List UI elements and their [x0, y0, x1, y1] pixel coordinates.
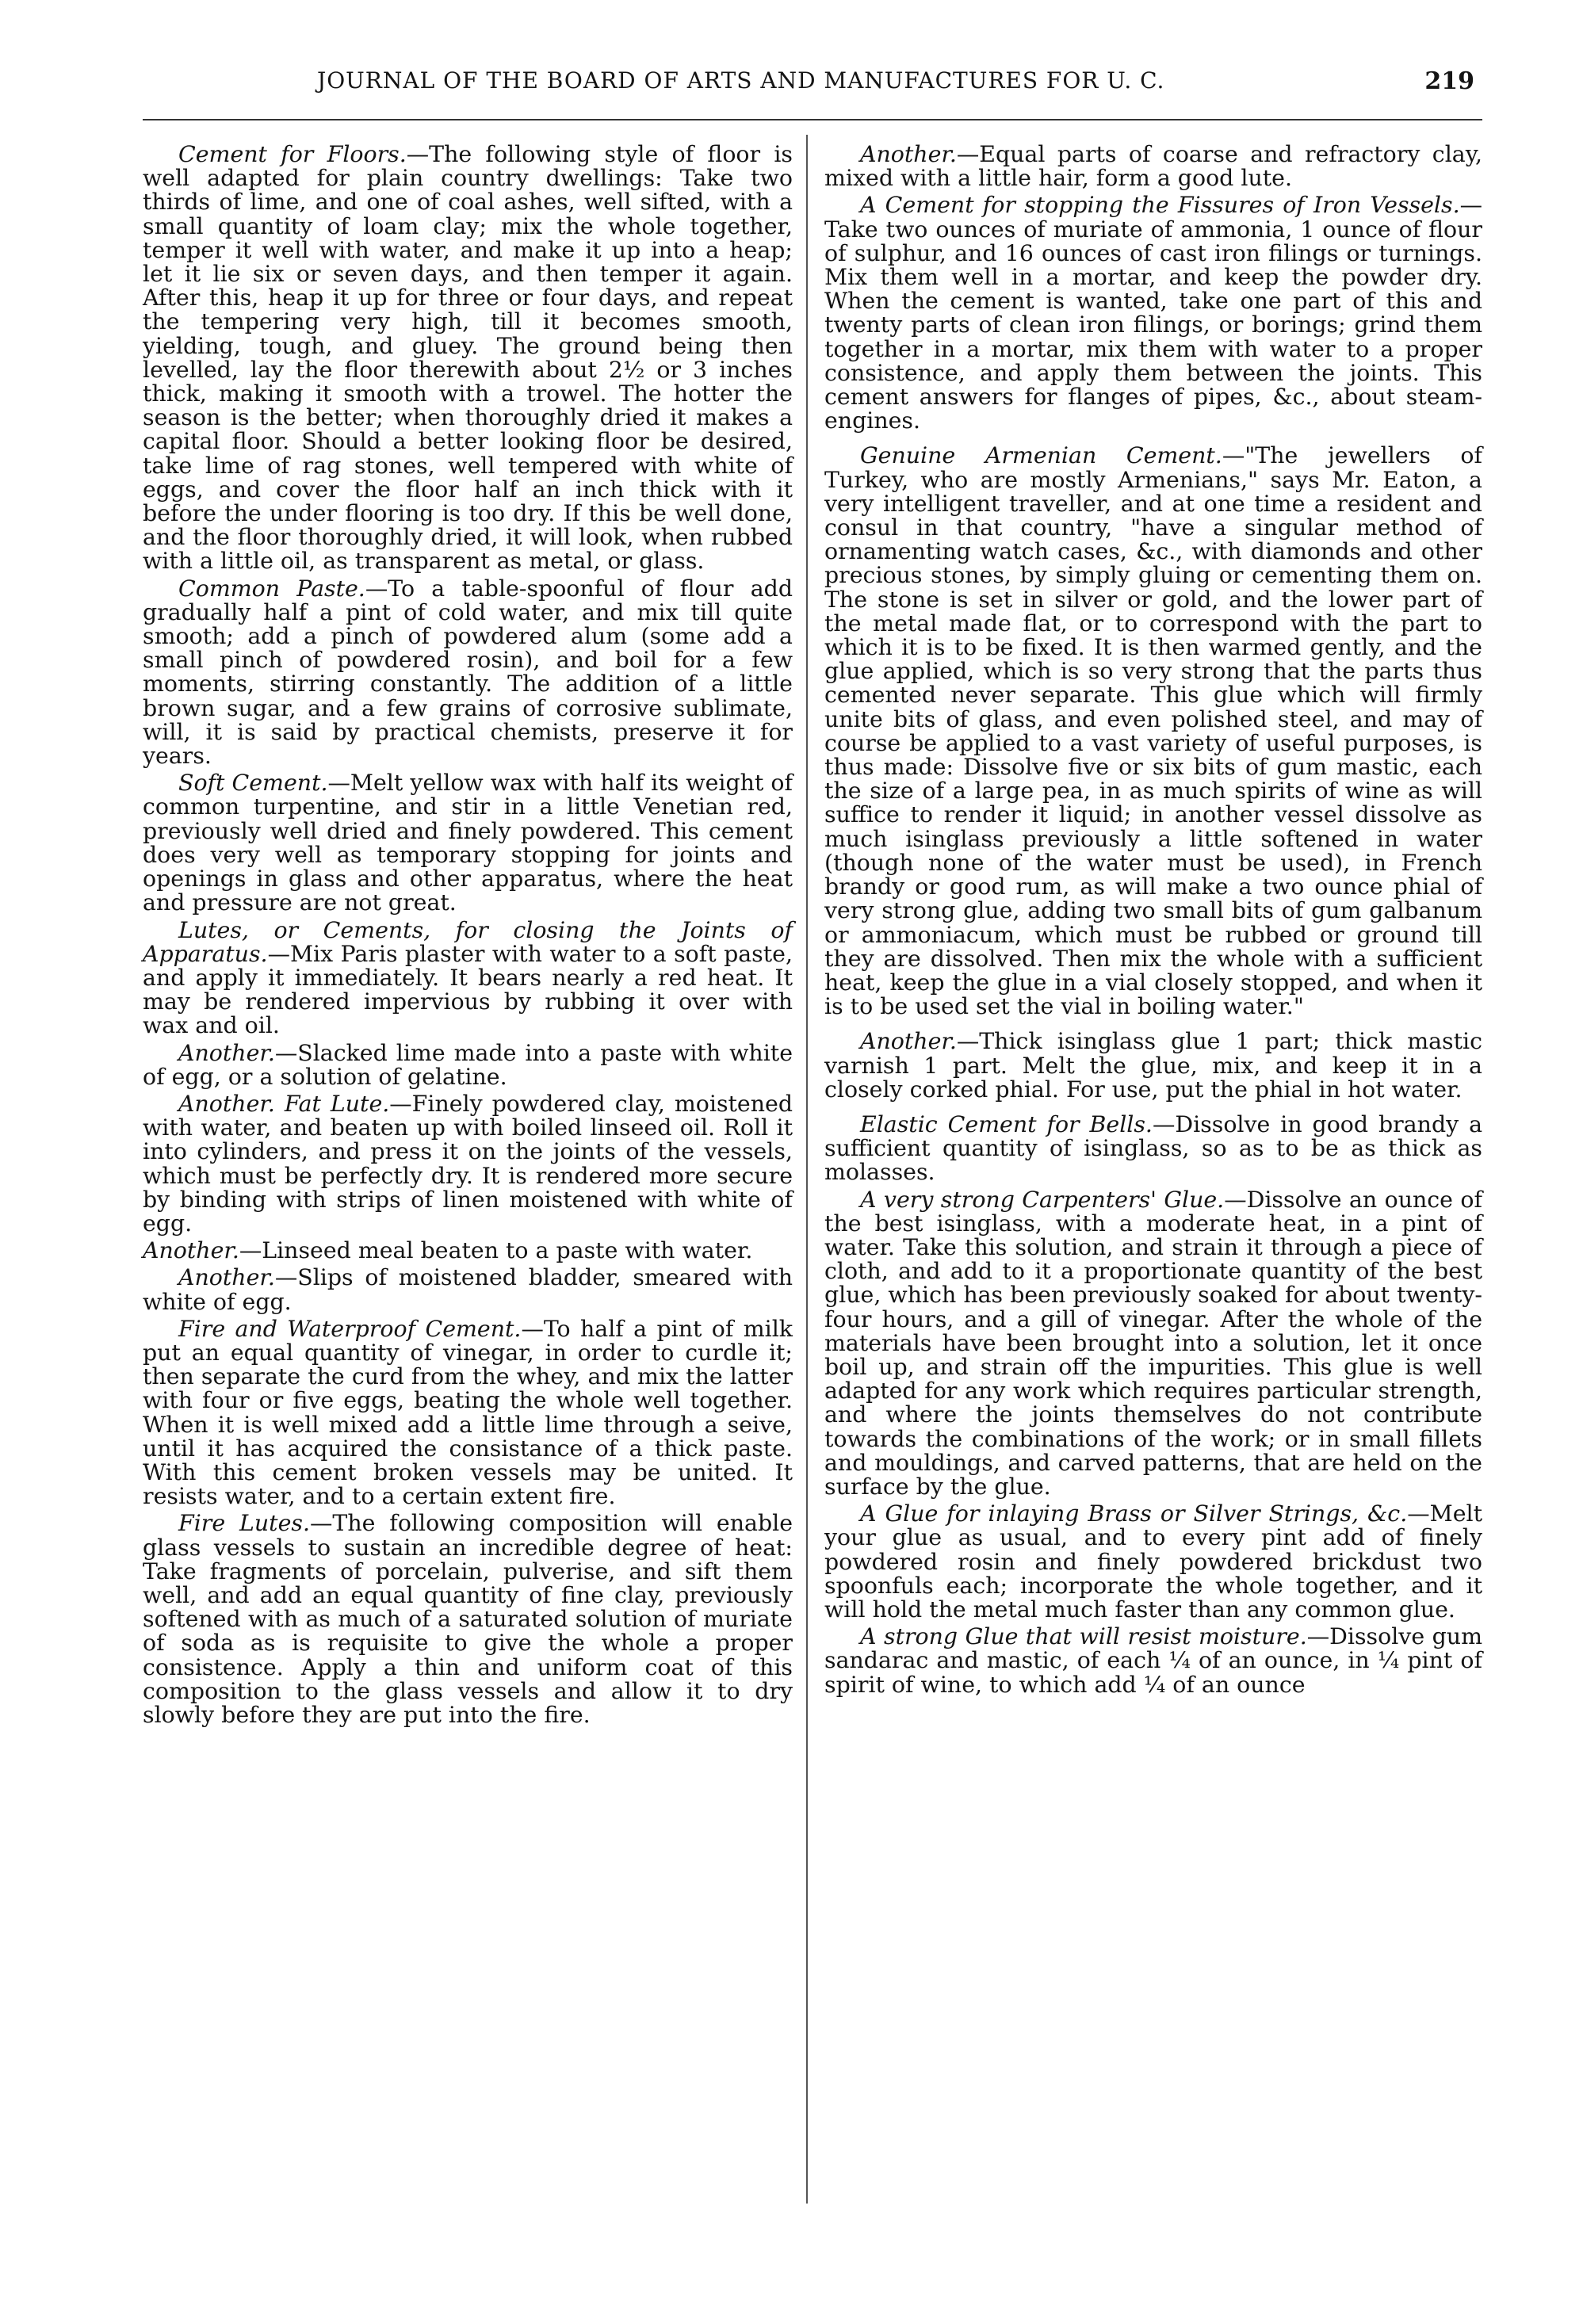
paragraph [824, 1625, 1482, 1697]
paragraph [143, 916, 793, 1039]
paragraph-title: Another. [860, 1028, 957, 1055]
paragraph [824, 193, 1482, 433]
paragraph [824, 1188, 1482, 1500]
right-column [824, 143, 1482, 1700]
paragraph-text: —Mix Paris plaster with water to a soft paste, and apply it immediately. It bears nearly a red heat. It may be rendered impervious by rubbing it over with wax and oil. [143, 940, 793, 1039]
paragraph-title: Fire and Waterproof Cement. [178, 1315, 522, 1342]
paragraph-text: —"The jewellers of Turkey, who are mostly Armenians," says Mr. Eaton, a very intelligent traveller, and at one time a resident and consul in that country, "have a singular method of ornamenting watch cases, &c., with diamonds and other precious stones, by simply gluing or cementing them on. The stone is set in silver or gold, and the lower part of the metal made flat, or to correspond with the part to which it is to be fixed. It is then warmed gently, and the glue applied, which is so very strong that the parts thus cemented never separate. This glue which will firmly unite bits of glass, and even polished steel, and may of course be applied to a vast variety of useful purposes, is thus made: Dissolve five or six bits of gum mastic, each the size of a large pea, in as much spirits of wine as will suffice to render it liquid; in another vessel dissolve as much isinglass previously a little softened in water (though none of the water must be used), in French brandy or good rum, as will make a two ounce phial of very strong glue, adding two small bits of gum galbanum or ammoniacum, which must be rubbed or ground till they are dissolved. Then mix the whole with a sufficient heat, keep the glue in a vial closely stopped, and when it is to be used set the vial in boiling water." [824, 442, 1483, 1020]
paragraph [824, 1502, 1482, 1622]
paragraph-title: Cement for Floors. [178, 141, 407, 167]
paragraph-text: —Slips of moistened bladder, smeared with white of egg. [143, 1264, 793, 1315]
paragraph [824, 444, 1482, 1019]
paragraph-title: Lutes, or Cements, for closing the Joints of Apparatus. [143, 916, 793, 967]
paragraph [143, 1092, 793, 1236]
paragraph-title: Soft Cement. [178, 770, 328, 797]
paragraph-title: Another. [178, 1039, 275, 1066]
paragraph-title: Common Paste. [178, 575, 365, 602]
paragraph-text: —Dissolve in good brandy a sufficient quantity of isinglass, so as to be as thick as molasses. [824, 1110, 1482, 1186]
column-divider [806, 135, 808, 2204]
paragraph [824, 1030, 1482, 1102]
paragraph-text: —To a table-spoonful of flour add gradually half a pint of cold water, and mix till quite smooth; add a pinch of powdered alum (some add a small pinch of powdered rosin), and boil for a few moments, stirring constantly. The addition of a little brown sugar, and a few grains of corrosive sublimate, will, it is said by practical chemists, preserve it for years. [143, 575, 793, 770]
journal-title: JOURNAL OF THE BOARD OF ARTS AND MANUFACTURES FOR U. C. [317, 67, 1165, 94]
paragraph [824, 143, 1482, 190]
left-column [143, 143, 793, 1730]
paragraph-text: —Equal parts of coarse and refractory clay, mixed with a little hair, form a good lute. [824, 141, 1482, 192]
paragraph [143, 1039, 793, 1090]
paragraph-text: —Dissolve an ounce of the best isinglass, with a moderate heat, in a pint of water. Take this solution, and strain it through a piece of cloth, and add to it a proportionate quantity of the best glue, which has been previously soaked for about twenty-four hours, and a gill of vinegar. After the whole of the materials have been brought into a solution, let it once boil up, and strain off the impurities. This glue is well adapted for any work which requires particular strength, and where the joints themselves do not contribute towards the combinations of the work; or in small fillets and mouldings, and carved patterns, that are held on the surface by the glue. [824, 1186, 1482, 1500]
paragraph-text: —Melt yellow wax with half its weight of common turpentine, and stir in a little Venetian red, previously well dried and finely powdered. This cement does very well as temporary stopping for joints and openings in glass and other apparatus, where the heat and pressure are not great. [143, 770, 793, 916]
paragraph [143, 577, 793, 769]
paragraph-text: —Melt your glue as usual, and to every pint add of finely powdered rosin and finely powdered brickdust two spoonfuls each; incorporate the whole together, and it will hold the metal much faster than any common glue. [824, 1500, 1482, 1623]
paragraph-title: A Cement for stopping the Fissures of Iron Vessels. [860, 192, 1460, 219]
paragraph-text: —Dissolve gum sandarac and mastic, of each ¼ of an ounce, in ¼ pint of spirit of wine, to which add ¼ of an ounce [824, 1623, 1482, 1698]
paragraph [143, 1317, 793, 1509]
paragraph-title: Elastic Cement for Bells. [860, 1110, 1153, 1137]
paragraph-title: Another. [860, 141, 957, 167]
paragraph [143, 771, 793, 915]
paragraph-text: —To half a pint of milk put an equal quantity of vinegar, in order to curdle it; then separate the curd from the whey, and mix the latter with four or five eggs, beating the whole well together. When it is well mixed add a little lime through a seive, until it has acquired the consistance of a thick paste. With this cement broken vessels may be united. It resists water, and to a certain extent fire. [143, 1315, 793, 1510]
paragraph-title: Another. Fat Lute. [178, 1090, 390, 1117]
paragraph [824, 1110, 1482, 1186]
header-rule [143, 119, 1482, 120]
paragraph [143, 1239, 793, 1263]
page-number: 219 [1424, 67, 1474, 95]
paragraph-title: Another. [178, 1264, 275, 1291]
paragraph-title: Another. [143, 1237, 239, 1264]
paragraph-text: —Slacked lime made into a paste with white of egg, or a solution of gelatine. [143, 1039, 793, 1090]
paragraph-text: —The following style of floor is well adapted for plain country dwellings: Take two thirds of lime, and one of coal ashes, well sifted, with a small quantity of loam clay; mix the whole together, temper it well with water, and make it up into a heap; let it lie six or seven days, and then temper it again. After this, heap it up for three or four days, and repeat the tempering very high, till it becomes smooth, yielding, tough, and gluey. The ground being then levelled, lay the floor therewith about 2½ or 3 inches thick, making it smooth with a trowel. The hotter the season is the better; when thoroughly dried it makes a capital floor. Should a better looking floor be desired, take lime of rag stones, well tempered with white of eggs, and cover the floor half an inch thick with it before the under flooring is too dry. If this be well done, and the floor thoroughly dried, it will look, when rubbed with a little oil, as transparent as metal, or glass. [143, 141, 793, 575]
paragraph [143, 1512, 793, 1727]
paragraph-title: A strong Glue that will resist moisture. [860, 1623, 1307, 1650]
paragraph [143, 143, 793, 574]
paragraph-text: —Thick isinglass glue 1 part; thick mastic varnish 1 part. Melt the glue, mix, and keep it in a closely corked phial. For use, put the phial in hot water. [824, 1028, 1482, 1103]
paragraph-title: Genuine Armenian Cement. [860, 442, 1222, 469]
paragraph-text: —The following composition will enable glass vessels to sustain an incredible degree of heat: Take fragments of porcelain, pulverise, and sift them well, and add an equal quantity of fine clay, previously softened with as much of a saturated solution of muriate of soda as is requisite to give the whole a proper consistence. Apply a thin and uniform coat of this composition to the glass vessels and allow it to dry slowly before they are put into the fire. [143, 1510, 793, 1728]
paragraph [143, 1266, 793, 1313]
paragraph-title: Fire Lutes. [178, 1510, 310, 1537]
paragraph-title: A Glue for inlaying Brass or Silver Strings, &c. [860, 1500, 1408, 1527]
paragraph-text: —Take two ounces of muriate of ammonia, 1 ounce of flour of sulphur, and 16 ounces of cast iron filings or turnings. Mix them well in a mortar, and keep the powder dry. When the cement is wanted, take one part of this and twenty parts of clean iron filings, or borings; grind them together in a mortar, mix them with water to a proper consistence, and apply them between the joints. This cement answers for flanges of pipes, &c., about steam-engines. [824, 192, 1482, 434]
page-header [159, 67, 1474, 115]
paragraph-text: —Finely powdered clay, moistened with water, and beaten up with boiled linseed oil. Roll it into cylinders, and press it on the joints of the vessels, which must be perfectly dry. It is rendered more secure by binding with strips of linen moistened with white of egg. [143, 1090, 793, 1237]
paragraph-text: —Linseed meal beaten to a paste with water. [239, 1237, 753, 1264]
paragraph-title: A very strong Carpenters' Glue. [860, 1186, 1225, 1213]
